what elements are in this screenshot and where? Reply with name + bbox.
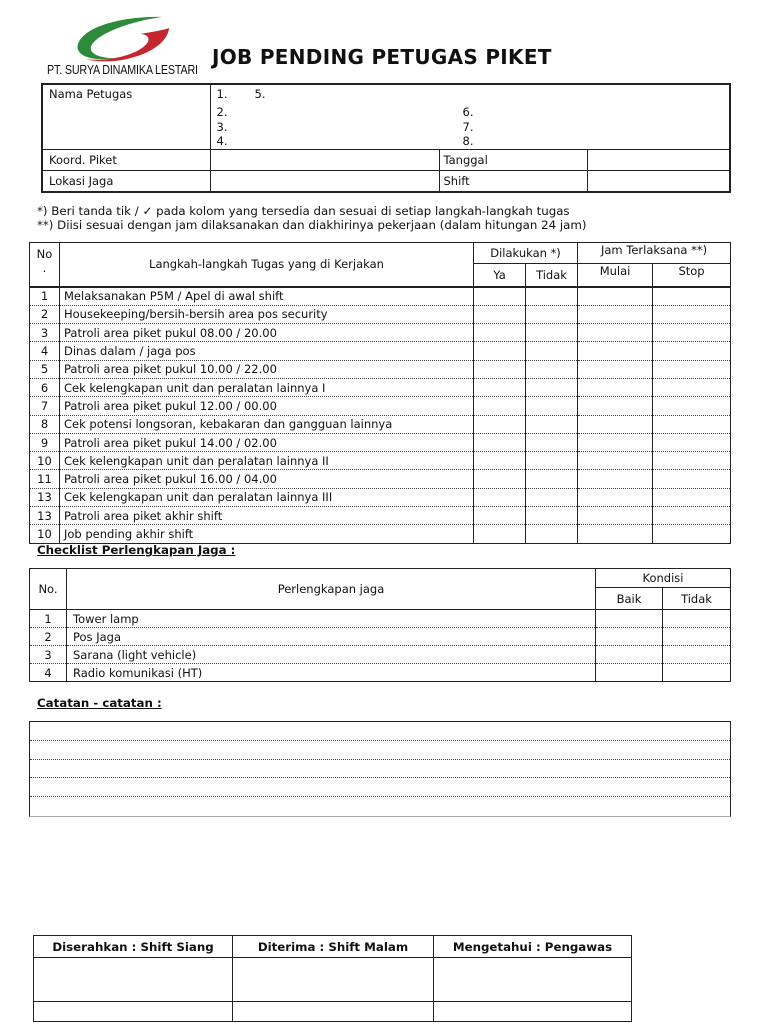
- baik-cell[interactable]: [596, 628, 663, 646]
- petugas-2: 2.: [216, 105, 228, 119]
- stop-cell[interactable]: [653, 378, 731, 396]
- task-no: 1: [30, 287, 60, 306]
- task-label: Cek potensi longsoran, kebakaran dan gangguan lainnya: [60, 415, 474, 433]
- task-no: 11: [30, 470, 60, 488]
- tidak-cell[interactable]: [663, 664, 731, 682]
- task-no: 13: [30, 507, 60, 525]
- petugas-3: 3.: [216, 120, 228, 134]
- stop-cell[interactable]: [653, 287, 731, 306]
- petugas-5: 5.: [254, 87, 266, 101]
- tidak-cell[interactable]: [526, 470, 578, 488]
- mulai-cell[interactable]: [578, 507, 653, 525]
- tidak-cell[interactable]: [526, 397, 578, 415]
- ya-cell[interactable]: [474, 488, 526, 506]
- table-row: [30, 507, 731, 525]
- task-no: 10: [30, 525, 60, 543]
- stop-cell[interactable]: [653, 305, 731, 323]
- task-label: Patroli area piket pukul 12.00 / 00.00: [60, 397, 474, 415]
- equip-col-kondisi: Kondisi: [596, 569, 731, 588]
- equip-no: 4: [30, 664, 67, 682]
- task-no: 13: [30, 488, 60, 506]
- table-row: [30, 324, 731, 342]
- table-row: [30, 342, 731, 360]
- ya-cell[interactable]: [474, 470, 526, 488]
- equip-no: 2: [30, 628, 67, 646]
- equip-label: Sarana (light vehicle): [67, 646, 596, 664]
- ya-cell[interactable]: [474, 433, 526, 451]
- table-row: [30, 525, 731, 543]
- ya-cell[interactable]: [474, 397, 526, 415]
- table-row: [30, 664, 731, 682]
- equipment-section-title: Checklist Perlengkapan Jaga :: [37, 543, 236, 557]
- ya-cell[interactable]: [474, 287, 526, 306]
- sign-mengetahui-name[interactable]: [434, 1002, 632, 1022]
- sign-mengetahui-box[interactable]: [434, 958, 632, 1002]
- task-label: Patroli area piket akhir shift: [60, 507, 474, 525]
- petugas-1: 1.: [216, 87, 228, 101]
- tasks-table: [29, 242, 731, 544]
- mulai-cell[interactable]: [578, 342, 653, 360]
- tidak-cell[interactable]: [526, 488, 578, 506]
- task-label: Cek kelengkapan unit dan peralatan lainnya III: [60, 488, 474, 506]
- mulai-cell[interactable]: [578, 397, 653, 415]
- table-row: [30, 470, 731, 488]
- tidak-cell[interactable]: [526, 452, 578, 470]
- tidak-cell[interactable]: [526, 525, 578, 543]
- tidak-cell[interactable]: [526, 378, 578, 396]
- task-label: Patroli area piket pukul 08.00 / 20.00: [60, 324, 474, 342]
- koord-piket-field[interactable]: [210, 150, 439, 171]
- table-row: [30, 433, 731, 451]
- shift-label: Shift: [439, 171, 587, 192]
- task-no: 2: [30, 305, 60, 323]
- tidak-cell[interactable]: [526, 342, 578, 360]
- ya-cell[interactable]: [474, 507, 526, 525]
- stop-cell[interactable]: [653, 525, 731, 543]
- stop-cell[interactable]: [653, 452, 731, 470]
- note-line: [30, 740, 730, 741]
- note-line: [30, 777, 730, 778]
- col-stop: Stop: [653, 264, 731, 287]
- table-row: [30, 305, 731, 323]
- note-line: [30, 759, 730, 760]
- tanggal-label: Tanggal: [439, 150, 587, 171]
- petugas-7: 7.: [462, 120, 474, 134]
- ya-cell[interactable]: [474, 415, 526, 433]
- sign-diserahkan-header: Diserahkan : Shift Siang: [34, 936, 233, 958]
- sign-mengetahui-header: Mengetahui : Pengawas: [434, 936, 632, 958]
- task-no: 9: [30, 433, 60, 451]
- tidak-cell[interactable]: [526, 415, 578, 433]
- lokasi-jaga-field[interactable]: [210, 171, 439, 192]
- col-no-dot: .: [42, 261, 47, 275]
- task-label: Housekeeping/bersih-bersih area pos security: [60, 305, 474, 323]
- nama-petugas-field[interactable]: [210, 84, 730, 150]
- task-no: 8: [30, 415, 60, 433]
- task-no: 10: [30, 452, 60, 470]
- mulai-cell[interactable]: [578, 525, 653, 543]
- col-ya: Ya: [474, 264, 526, 287]
- task-no: 7: [30, 397, 60, 415]
- table-row: [30, 628, 731, 646]
- tidak-cell[interactable]: [526, 324, 578, 342]
- baik-cell[interactable]: [596, 610, 663, 628]
- tidak-cell[interactable]: [526, 433, 578, 451]
- equip-col-baik: Baik: [596, 588, 663, 610]
- table-row: [30, 646, 731, 664]
- mulai-cell[interactable]: [578, 488, 653, 506]
- catatan-notes-area[interactable]: [29, 721, 731, 817]
- shift-field[interactable]: [587, 171, 730, 192]
- equip-label: Tower lamp: [67, 610, 596, 628]
- col-no: [30, 243, 60, 287]
- ya-cell[interactable]: [474, 452, 526, 470]
- stop-cell[interactable]: [653, 507, 731, 525]
- table-row: [30, 415, 731, 433]
- col-mulai: Mulai: [578, 264, 653, 287]
- sign-diterima-name[interactable]: [233, 1002, 434, 1022]
- mulai-cell[interactable]: [578, 360, 653, 378]
- baik-cell[interactable]: [596, 646, 663, 664]
- table-row: [30, 360, 731, 378]
- petugas-6: 6.: [462, 105, 474, 119]
- task-no: 5: [30, 360, 60, 378]
- table-row: [30, 452, 731, 470]
- task-label: Dinas dalam / jaga pos: [60, 342, 474, 360]
- task-no: 3: [30, 324, 60, 342]
- col-tidak: Tidak: [526, 264, 578, 287]
- equip-col-no: No.: [30, 569, 67, 610]
- ya-cell[interactable]: [474, 324, 526, 342]
- tidak-cell[interactable]: [526, 360, 578, 378]
- signature-table: [33, 935, 632, 1022]
- task-no: 6: [30, 378, 60, 396]
- page-title: JOB PENDING PETUGAS PIKET: [212, 45, 552, 69]
- equip-col-tidak: Tidak: [663, 588, 731, 610]
- catatan-section-title: Catatan - catatan :: [37, 696, 162, 710]
- col-step: Langkah-langkah Tugas yang di Kerjakan: [60, 243, 474, 287]
- table-row: [30, 287, 731, 306]
- tidak-cell[interactable]: [526, 507, 578, 525]
- sign-diterima-header: Diterima : Shift Malam: [233, 936, 434, 958]
- ya-cell[interactable]: [474, 342, 526, 360]
- equip-no: 3: [30, 646, 67, 664]
- company-name: PT. SURYA DINAMIKA LESTARI: [47, 63, 198, 77]
- task-label: Patroli area piket pukul 16.00 / 04.00: [60, 470, 474, 488]
- col-dilakukan: Dilakukan *): [474, 243, 578, 264]
- stop-cell[interactable]: [653, 342, 731, 360]
- koord-piket-label: Koord. Piket: [42, 150, 210, 171]
- mulai-cell[interactable]: [578, 324, 653, 342]
- equip-col-item: Perlengkapan jaga: [67, 569, 596, 610]
- lokasi-jaga-label: Lokasi Jaga: [42, 171, 210, 192]
- ya-cell[interactable]: [474, 360, 526, 378]
- task-label: Patroli area piket pukul 10.00 / 22.00: [60, 360, 474, 378]
- equip-label: Pos Jaga: [67, 628, 596, 646]
- tidak-cell[interactable]: [663, 610, 731, 628]
- nama-petugas-label: Nama Petugas: [42, 84, 210, 150]
- tidak-cell[interactable]: [663, 646, 731, 664]
- table-row: [30, 610, 731, 628]
- mulai-cell[interactable]: [578, 452, 653, 470]
- mulai-cell[interactable]: [578, 470, 653, 488]
- mulai-cell[interactable]: [578, 378, 653, 396]
- ya-cell[interactable]: [474, 525, 526, 543]
- stop-cell[interactable]: [653, 415, 731, 433]
- petugas-8: 8.: [462, 134, 474, 148]
- mulai-cell[interactable]: [578, 305, 653, 323]
- task-label: Job pending akhir shift: [60, 525, 474, 543]
- info-table: [41, 83, 731, 193]
- equip-no: 1: [30, 610, 67, 628]
- tidak-cell[interactable]: [526, 287, 578, 306]
- petugas-4: 4.: [216, 134, 228, 148]
- table-row: [30, 488, 731, 506]
- tidak-cell[interactable]: [663, 628, 731, 646]
- equip-label: Radio komunikasi (HT): [67, 664, 596, 682]
- task-label: Cek kelengkapan unit dan peralatan lainnya II: [60, 452, 474, 470]
- stop-cell[interactable]: [653, 470, 731, 488]
- mulai-cell[interactable]: [578, 415, 653, 433]
- stop-cell[interactable]: [653, 324, 731, 342]
- task-label: Cek kelengkapan unit dan peralatan lainnya I: [60, 378, 474, 396]
- ya-cell[interactable]: [474, 378, 526, 396]
- task-label: Patroli area piket pukul 14.00 / 02.00: [60, 433, 474, 451]
- stop-cell[interactable]: [653, 360, 731, 378]
- stop-cell[interactable]: [653, 488, 731, 506]
- mulai-cell[interactable]: [578, 433, 653, 451]
- sign-diserahkan-box[interactable]: [34, 958, 233, 1002]
- col-jam: Jam Terlaksana **): [578, 243, 731, 264]
- sign-diserahkan-name[interactable]: [34, 1002, 233, 1022]
- table-row: [30, 378, 731, 396]
- task-label: Melaksanakan P5M / Apel di awal shift: [60, 287, 474, 306]
- task-no: 4: [30, 342, 60, 360]
- col-no-label: No: [36, 247, 53, 261]
- stop-cell[interactable]: [653, 397, 731, 415]
- baik-cell[interactable]: [596, 664, 663, 682]
- equipment-table: [29, 568, 731, 682]
- note-time: **) Diisi sesuai dengan jam dilaksanakan dan diakhirinya pekerjaan (dalam hitungan 24 jam): [37, 218, 587, 232]
- tidak-cell[interactable]: [526, 305, 578, 323]
- note-line: [30, 796, 730, 797]
- stop-cell[interactable]: [653, 433, 731, 451]
- mulai-cell[interactable]: [578, 287, 653, 306]
- tanggal-field[interactable]: [587, 150, 730, 171]
- sign-diterima-box[interactable]: [233, 958, 434, 1002]
- table-row: [30, 397, 731, 415]
- note-checkmark: *) Beri tanda tik / ✓ pada kolom yang tersedia dan sesuai di setiap langkah-langkah tugas: [37, 204, 570, 218]
- ya-cell[interactable]: [474, 305, 526, 323]
